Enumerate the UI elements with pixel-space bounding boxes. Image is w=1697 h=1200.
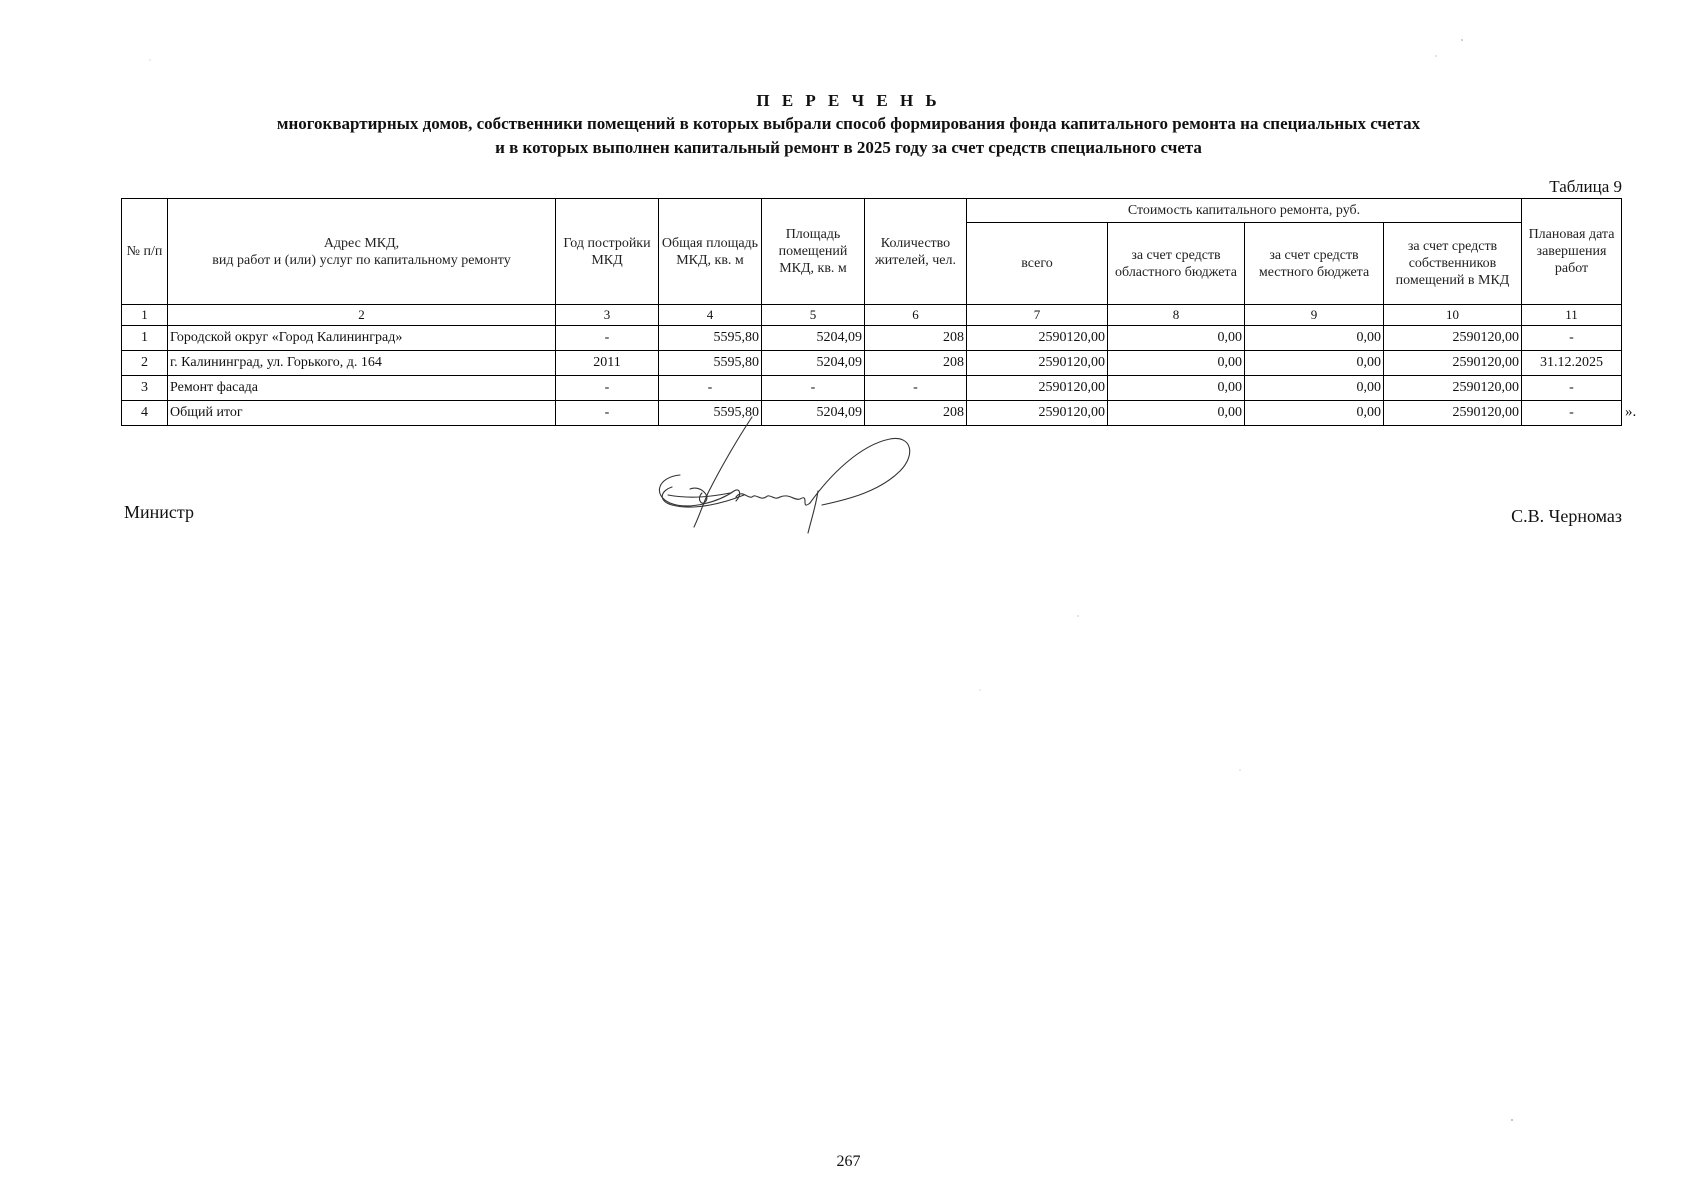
cell-num: 3 [122, 376, 168, 401]
cell-total-area: - [659, 376, 762, 401]
cell-residents: 208 [865, 351, 967, 376]
cell-year: - [556, 376, 659, 401]
document-subtitle-line-1: многоквартирных домов, собственники помещений в которых выбрали способ формирования фонда капитального ремонта на специальных счетах [276, 114, 1421, 133]
header-year: Год постройки МКД [556, 199, 659, 305]
cell-year: - [556, 401, 659, 426]
cell-cost-local: 0,00 [1245, 376, 1384, 401]
header-cost-total: всего [967, 223, 1108, 305]
document-title: П Е Р Е Ч Е Н Ь [756, 91, 941, 110]
cell-total-area: 5595,80 [659, 326, 762, 351]
cell-end-date: - [1522, 401, 1622, 426]
column-number: 3 [556, 305, 659, 326]
cell-residents: - [865, 376, 967, 401]
cell-cost-local: 0,00 [1245, 401, 1384, 426]
signer-name: С.В. Черномаз [1511, 506, 1622, 526]
header-cost-owners: за счет средств собственников помещений в МКД [1384, 223, 1522, 305]
header-end-date: Плановая дата завершения работ [1522, 199, 1622, 305]
cell-cost-regional: 0,00 [1108, 326, 1245, 351]
cell-premises-area: 5204,09 [762, 326, 865, 351]
cell-year: 2011 [556, 351, 659, 376]
header-num: № п/п [122, 199, 168, 305]
cell-cost-local: 0,00 [1245, 326, 1384, 351]
column-number: 4 [659, 305, 762, 326]
document-subtitle-line-2: и в которых выполнен капитальный ремонт в 2025 году за счет средств специального счета [495, 138, 1202, 157]
cell-residents: 208 [865, 401, 967, 426]
cell-num: 2 [122, 351, 168, 376]
header-cost-group: Стоимость капитального ремонта, руб. [967, 199, 1522, 223]
cell-name: Ремонт фасада [168, 376, 556, 401]
column-number: 1 [122, 305, 168, 326]
cell-name: Городской округ «Город Калининград» [168, 326, 556, 351]
cell-residents: 208 [865, 326, 967, 351]
cell-cost-owners: 2590120,00 [1384, 351, 1522, 376]
cell-premises-area: - [762, 376, 865, 401]
column-number: 2 [168, 305, 556, 326]
cell-premises-area: 5204,09 [762, 351, 865, 376]
cell-cost-total: 2590120,00 [967, 326, 1108, 351]
cell-cost-regional: 0,00 [1108, 351, 1245, 376]
column-number: 9 [1245, 305, 1384, 326]
cell-cost-local: 0,00 [1245, 351, 1384, 376]
cell-total-area: 5595,80 [659, 401, 762, 426]
column-number: 5 [762, 305, 865, 326]
cell-end-date: 31.12.2025 [1522, 351, 1622, 376]
header-cost-regional: за счет средств областного бюджета [1108, 223, 1245, 305]
table-label: Таблица 9 [1549, 177, 1622, 196]
column-number: 8 [1108, 305, 1245, 326]
cell-cost-regional: 0,00 [1108, 376, 1245, 401]
cell-cost-owners: 2590120,00 [1384, 326, 1522, 351]
cell-name: г. Калининград, ул. Горького, д. 164 [168, 351, 556, 376]
page-number: 267 [836, 1153, 861, 1170]
closing-quote-mark: ». [1625, 404, 1637, 420]
cell-cost-owners: 2590120,00 [1384, 401, 1522, 426]
cell-cost-owners: 2590120,00 [1384, 376, 1522, 401]
header-total-area: Общая площадь МКД, кв. м [659, 199, 762, 305]
cell-name: Общий итог [168, 401, 556, 426]
cell-end-date: - [1522, 326, 1622, 351]
signer-position: Министр [124, 502, 194, 522]
cell-cost-regional: 0,00 [1108, 401, 1245, 426]
header-residents: Количество жителей, чел. [865, 199, 967, 305]
cell-cost-total: 2590120,00 [967, 351, 1108, 376]
header-address: Адрес МКД, вид работ и (или) услуг по капитальному ремонту [168, 199, 556, 305]
cell-cost-total: 2590120,00 [967, 401, 1108, 426]
cell-premises-area: 5204,09 [762, 401, 865, 426]
cell-year: - [556, 326, 659, 351]
cell-cost-total: 2590120,00 [967, 376, 1108, 401]
column-number: 6 [865, 305, 967, 326]
column-number: 7 [967, 305, 1108, 326]
header-premises-area: Площадь помещений МКД, кв. м [762, 199, 865, 305]
column-number: 11 [1522, 305, 1622, 326]
column-number: 10 [1384, 305, 1522, 326]
cell-total-area: 5595,80 [659, 351, 762, 376]
header-cost-local: за счет средств местного бюджета [1245, 223, 1384, 305]
cell-num: 4 [122, 401, 168, 426]
cell-end-date: - [1522, 376, 1622, 401]
cell-num: 1 [122, 326, 168, 351]
